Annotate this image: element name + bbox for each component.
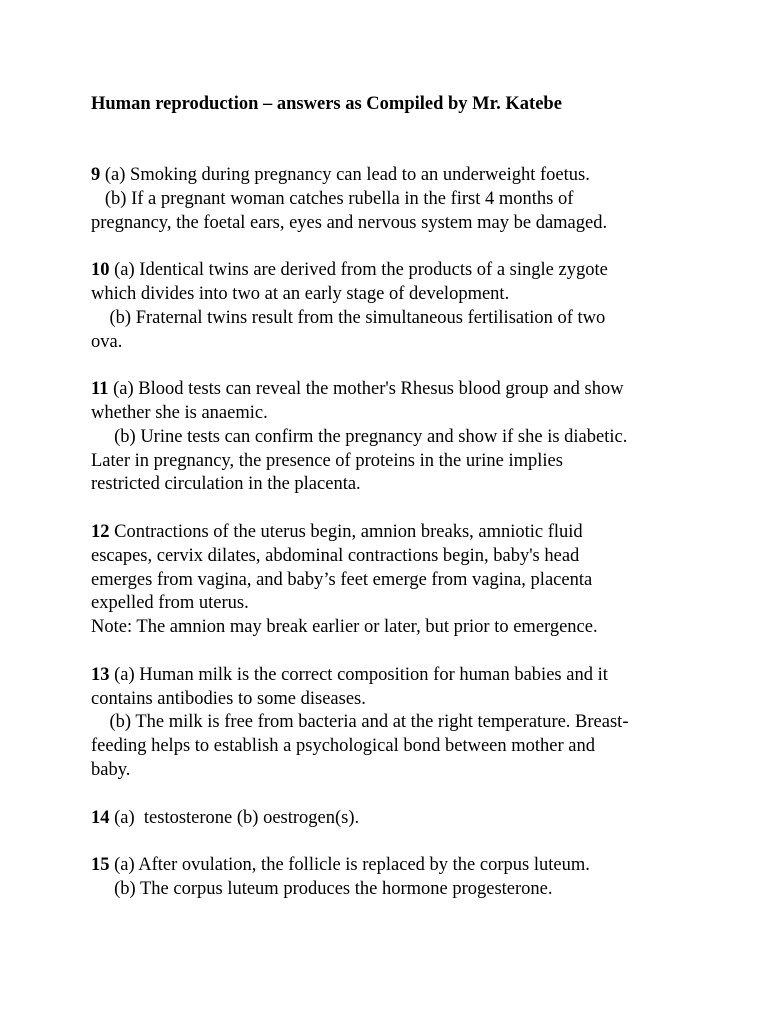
answer-text: (b) The corpus luteum produces the hormone progesterone. [91,878,553,899]
answer-text: (b) Fraternal twins result from the simultaneous fertilisation of two [91,307,606,328]
answer-text: (b) If a pregnant woman catches rubella in the first 4 months of [91,188,574,209]
answer-text: (a) Human milk is the correct composition for human babies and it [109,664,608,685]
answer-text: (a) After ovulation, the follicle is replaced by the corpus luteum. [109,855,590,876]
document-title: Human reproduction – answers as Compiled by Mr. Katebe [91,94,562,114]
paragraph-spacer [91,640,691,664]
answer-text: pregnancy, the foetal ears, eyes and nervous system may be damaged. [91,212,608,233]
answer-text: (b) Urine tests can confirm the pregnancy and show if she is diabetic. [91,426,628,447]
answer-text: feeding helps to establish a psychological bond between mother and [91,736,595,757]
answers-body [91,164,691,902]
answer-11 [91,378,691,497]
answer-text: (a) testosterone (b) oestrogen(s). [109,807,360,828]
answer-text: Later in pregnancy, the presence of proteins in the urine implies [91,450,563,471]
answer-number: 11 [91,379,109,400]
answer-10 [91,259,691,354]
answer-text: (b) The milk is free from bacteria and at the right temperature. Breast- [91,712,629,733]
answer-note: Note: The amnion may break earlier or later, but prior to emergence. [91,617,598,638]
answer-9 [91,164,691,235]
answer-number: 13 [91,664,110,685]
paragraph-spacer [91,497,691,521]
answer-text: (a) Smoking during pregnancy can lead to an underweight foetus. [100,165,590,185]
answer-14 [91,807,691,831]
answer-number: 15 [91,855,110,876]
answer-line [91,854,691,878]
answer-text: baby. [91,759,131,780]
answer-text: which divides into two at an early stage of development. [91,283,510,304]
answer-line [91,664,691,688]
answer-text: emerges from vagina, and baby’s feet emerge from vagina, placenta [91,569,593,590]
answer-number: 9 [91,165,101,185]
answer-number: 12 [91,521,110,542]
answer-text: escapes, cervix dilates, abdominal contractions begin, baby's head [91,545,580,566]
answer-line [91,259,691,283]
answer-number: 14 [91,807,110,828]
answer-line [91,807,691,831]
answer-text: ova. [91,331,123,352]
paragraph-spacer [91,783,691,807]
answer-text: Contractions of the uterus begin, amnion breaks, amniotic fluid [109,521,583,542]
answer-text: contains antibodies to some diseases. [91,688,366,709]
answer-line [91,378,691,402]
answer-text: whether she is anaemic. [91,402,268,423]
answer-line [91,164,691,188]
answer-12 [91,521,691,640]
answer-text: restricted circulation in the placenta. [91,474,361,495]
paragraph-spacer [91,354,691,378]
answer-15 [91,854,691,902]
answer-number: 10 [91,260,110,281]
paragraph-spacer [91,830,691,854]
paragraph-spacer [91,235,691,259]
answer-line [91,521,691,545]
answer-text: (a) Blood tests can reveal the mother's Rhesus blood group and show [108,379,624,400]
answer-text: (a) Identical twins are derived from the products of a single zygote [109,260,608,281]
answer-text: expelled from uterus. [91,593,249,614]
answer-13 [91,664,691,783]
